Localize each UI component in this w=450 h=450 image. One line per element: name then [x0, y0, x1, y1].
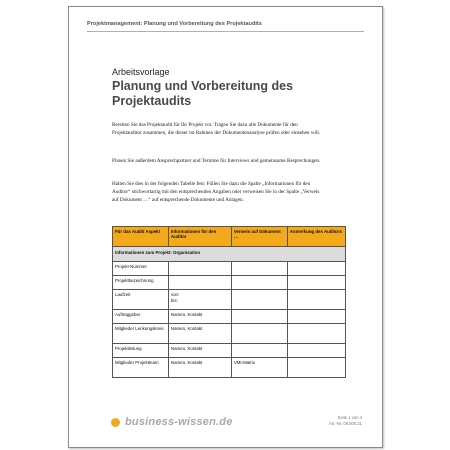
table-row	[113, 310, 346, 324]
body-paragraph: Bereiten Sie das Projektaudit für Ihr Projekt vor. Tragen Sie dazu alle Dokumente für den Projektauditor zusammen, die dieser im Rahmen der Dokumentenanalyse prüfen oder einsehen will.	[112, 122, 321, 136]
table-cell	[287, 276, 345, 290]
table-row	[113, 276, 346, 290]
table-section-row	[113, 247, 346, 262]
table-cell	[287, 290, 345, 310]
brand-name: business-wissen.de	[125, 416, 233, 428]
table-cell: von: bis:	[168, 290, 231, 310]
table-cell: Projektleitung	[113, 344, 169, 358]
column-header: Für das Audit/ Aspekt	[113, 227, 169, 247]
table-cell: Laufzeit	[113, 290, 169, 310]
table-cell	[168, 276, 231, 290]
column-header: Anmerkung des Auditors	[287, 227, 345, 247]
table-row	[113, 344, 346, 358]
table-cell: Namen, Kontakt	[168, 324, 231, 344]
column-header: Verweis auf Dokument …	[231, 227, 287, 247]
table-cell: Namen, Kontakt	[168, 310, 231, 324]
table-cell	[287, 262, 345, 276]
table-cell	[231, 276, 287, 290]
table-cell	[168, 262, 231, 276]
table-cell	[231, 290, 287, 310]
table-cell	[287, 310, 345, 324]
page-number: Seite 1 von 4	[337, 415, 362, 420]
table-cell	[231, 310, 287, 324]
table-row	[113, 290, 346, 310]
document-page	[68, 6, 383, 448]
table-cell	[231, 344, 287, 358]
body-paragraph: Planen Sie außerdem Ansprechpartner und Termine für Interviews und gemeinsame Besprechungen.	[112, 158, 321, 164]
table-cell: Mitglieder Projektteam	[113, 358, 169, 378]
table-header-row	[113, 227, 346, 247]
page-footer	[329, 415, 362, 427]
table-cell: Auftraggeber	[113, 310, 169, 324]
table-cell: VMI-Matrix	[231, 358, 287, 378]
column-header: Informationen für den Auditor	[168, 227, 231, 247]
running-header: Projektmanagement: Planung und Vorbereitung des Projektaudits	[87, 21, 262, 27]
table-row	[113, 324, 346, 344]
table-cell: Projektbezeichnung	[113, 276, 169, 290]
brand-dot-icon	[111, 418, 120, 427]
audit-table	[112, 226, 346, 378]
table-row	[113, 262, 346, 276]
document-type: Arbeitsvorlage	[112, 67, 170, 77]
table-cell: Namen, Kontakt	[168, 358, 231, 378]
table-cell	[231, 262, 287, 276]
table-cell	[287, 344, 345, 358]
table-cell	[287, 324, 345, 344]
brand-logo	[111, 416, 233, 428]
header-divider	[87, 31, 364, 32]
body-paragraph: Halten Sie dies in der folgenden Tabelle fest: Füllen Sie dazu die Spalte „Informationen für den Auditor“ stichwortartig mit den entsprechenden Angaben oder verweisen Sie in der Spalte „Verweis auf Dokument …“ auf entsprechende Dokumente und Anlagen.	[112, 181, 320, 203]
table-row	[113, 358, 346, 378]
table-cell	[287, 358, 345, 378]
table-cell: Mitglieder Lenkungskreis	[113, 324, 169, 344]
section-title: Informationen zum Projekt: Organisation	[113, 247, 346, 262]
table-cell	[231, 324, 287, 344]
article-number: Art.-Nr. 06.000.21	[328, 421, 362, 426]
table-cell: Projekt-Nummer	[113, 262, 169, 276]
document-title: Planung und Vorbereitung des Projektaudits	[112, 79, 294, 108]
table-cell: Namen, Kontakt	[168, 344, 231, 358]
